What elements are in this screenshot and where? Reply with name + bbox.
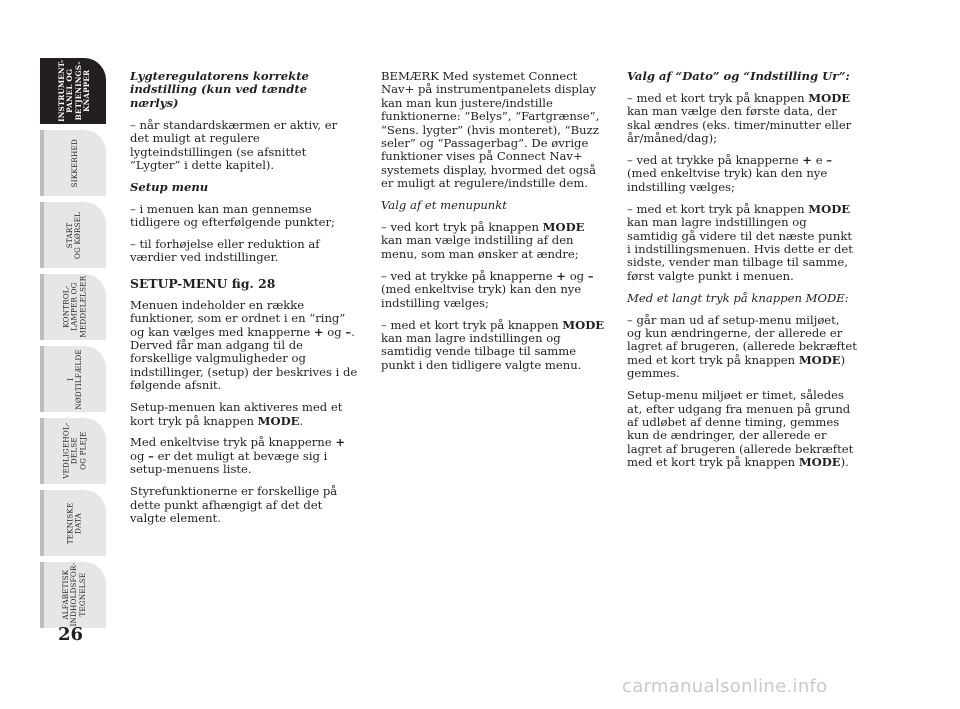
plus-key: + [802, 153, 813, 168]
paragraph: – med et kort tryk på knappen MODE kan man lagre indstillingen og samtidig gå videre til det næste punkt i indstillingsmenuen. Hvis dette er det sidste, vender man tilbage til samme, først valgte punkt i menuen. [627, 201, 853, 283]
paragraph: – med et kort tryk på knappen MODE kan man vælge den første data, der skal ændres (eks. timer/minutter eller år/måned/dag); [627, 90, 852, 146]
paragraph: – når standardskærmen er aktiv, er det muligt at regulere lygteindstillingen (se afsnittet “Lygter” i dette kapitel). [130, 117, 338, 172]
tab-start-og-korsel[interactable] [40, 202, 106, 268]
tab-label: VEDLIGEHOL- DELSE OG PLEJE [61, 422, 88, 480]
minus-key: – [587, 268, 594, 283]
mode-key: MODE [798, 352, 841, 367]
paragraph: Setup-menuen kan aktiveres med et kort tryk på knappen MODE. [130, 400, 343, 428]
paragraph: – i menuen kan man gennemse tidligere og efterfølgende punkter; [130, 201, 335, 230]
paragraph: – ved at trykke på knapperne + e – (med enkeltvise tryk) kan den nye indstilling vælges; [627, 153, 833, 194]
mode-key: MODE [257, 413, 300, 428]
tab-tekniske-data[interactable] [40, 490, 106, 556]
page-number: 26 [58, 624, 84, 645]
tab-vedligeholdelse[interactable] [40, 418, 106, 484]
plus-key: + [313, 324, 324, 339]
paragraph: – med et kort tryk på knappen MODE kan man lagre indstillingen og samtidig vende tilbage til samme punkt i den tidligere valgte menu. [381, 317, 605, 372]
section-heading: Valg af et menupunkt [381, 198, 507, 213]
paragraph: – til forhøjelse eller reduktion af værdier ved indstillinger. [130, 237, 320, 265]
tab-label: TEKNISKE DATA [65, 502, 83, 544]
paragraph: Setup-menu miljøet er timet, således at, efter udgang fra menuen på grund af udløbet af denne timing, gemmes kun de ændringer, der allerede er lagret af brugeren (allerede bekræftet med et kort tryk på knappen MODE). [627, 388, 854, 470]
section-heading: Valg af “Dato” og “Indstilling Ur”: [627, 69, 850, 83]
section-heading: SETUP-MENU fig. 28 [130, 275, 276, 291]
plus-key: + [335, 435, 346, 450]
column-1 [130, 70, 358, 534]
section-heading: Lygteregulatorens korrekte indstilling (kun ved tændte nærlys) [130, 69, 309, 110]
mode-key: MODE [808, 201, 851, 216]
minus-key: – [148, 448, 154, 463]
tab-sikkerhed[interactable] [40, 130, 106, 196]
tab-indholdsfortegnelse[interactable] [40, 562, 106, 628]
mode-key: MODE [808, 90, 851, 105]
paragraph: Styrefunktionerne er forskellige på dette punkt afhængigt af det det valgte element. [130, 484, 338, 525]
minus-key: – [826, 153, 833, 168]
column-3 [627, 70, 857, 478]
section-heading: Med et langt tryk på knappen MODE: [627, 290, 849, 305]
tab-label: SIKKERHED [69, 138, 79, 188]
mode-key: MODE [562, 317, 605, 332]
tab-label: I NØDTILFÆLDE [65, 348, 83, 410]
paragraph: – ved at trykke på knapperne + og – (med enkeltvise tryk) kan den nye indstilling vælges; [381, 268, 594, 310]
tab-label: ALFABETISK INDHOLDSFOR- TEGNELSE [61, 563, 88, 627]
tab-nodtilfaelde[interactable] [40, 346, 106, 412]
tab-kontrollamper[interactable] [40, 274, 106, 340]
mode-key: MODE [798, 455, 841, 470]
note-paragraph: BEMÆRK Med systemet Connect Nav+ på instrumentpanelets display kan man kun justere/indstille funktionerne: “Belys”, “Fartgrænse”, “Sens. lygter” (hvis monteret), “Buzz seler” og “Passagerbag”. De øvrige funktioner vises på Connect Nav+ systemets display, hvormed det også er muligt at regulere/indstille dem. [381, 69, 600, 191]
watermark: carmanualsonline.info [622, 676, 828, 697]
paragraph: Med enkeltvise tryk på knapperne + og – er det muligt at bevæge sig i setup-menuens liste. [130, 435, 346, 477]
tab-instrumentpanel[interactable] [40, 58, 106, 124]
column-2 [381, 70, 607, 381]
paragraph: – ved kort tryk på knappen MODE kan man vælge indstilling af den menu, som man ønsker at ændre; [381, 220, 585, 261]
section-heading: Setup menu [130, 179, 209, 194]
plus-key: + [556, 268, 567, 283]
tab-label: START OG KØRSEL [65, 211, 83, 259]
minus-key: – [345, 324, 352, 339]
tab-label: KONTROL- LAMPER OG MEDDELELSER [61, 276, 88, 338]
paragraph: – går man ud af setup-menu miljøet, og kun ændringerne, der allerede er lagret af brugeren, (allerede bekræftet med et kort tryk på knappen MODE) gemmes. [627, 312, 857, 381]
tab-label: INSTRUMENT- PANEL OG BETJENINGS- KNAPPER [57, 59, 92, 123]
mode-key: MODE [542, 220, 585, 235]
paragraph: Menuen indeholder en række funktioner, som er ordnet i en “ring” og kan vælges med knapperne + og –. Derved får man adgang til de forskellige valgmuligheder og indstillinger, (setup) der beskrives i de følgende afsnit. [130, 297, 358, 393]
